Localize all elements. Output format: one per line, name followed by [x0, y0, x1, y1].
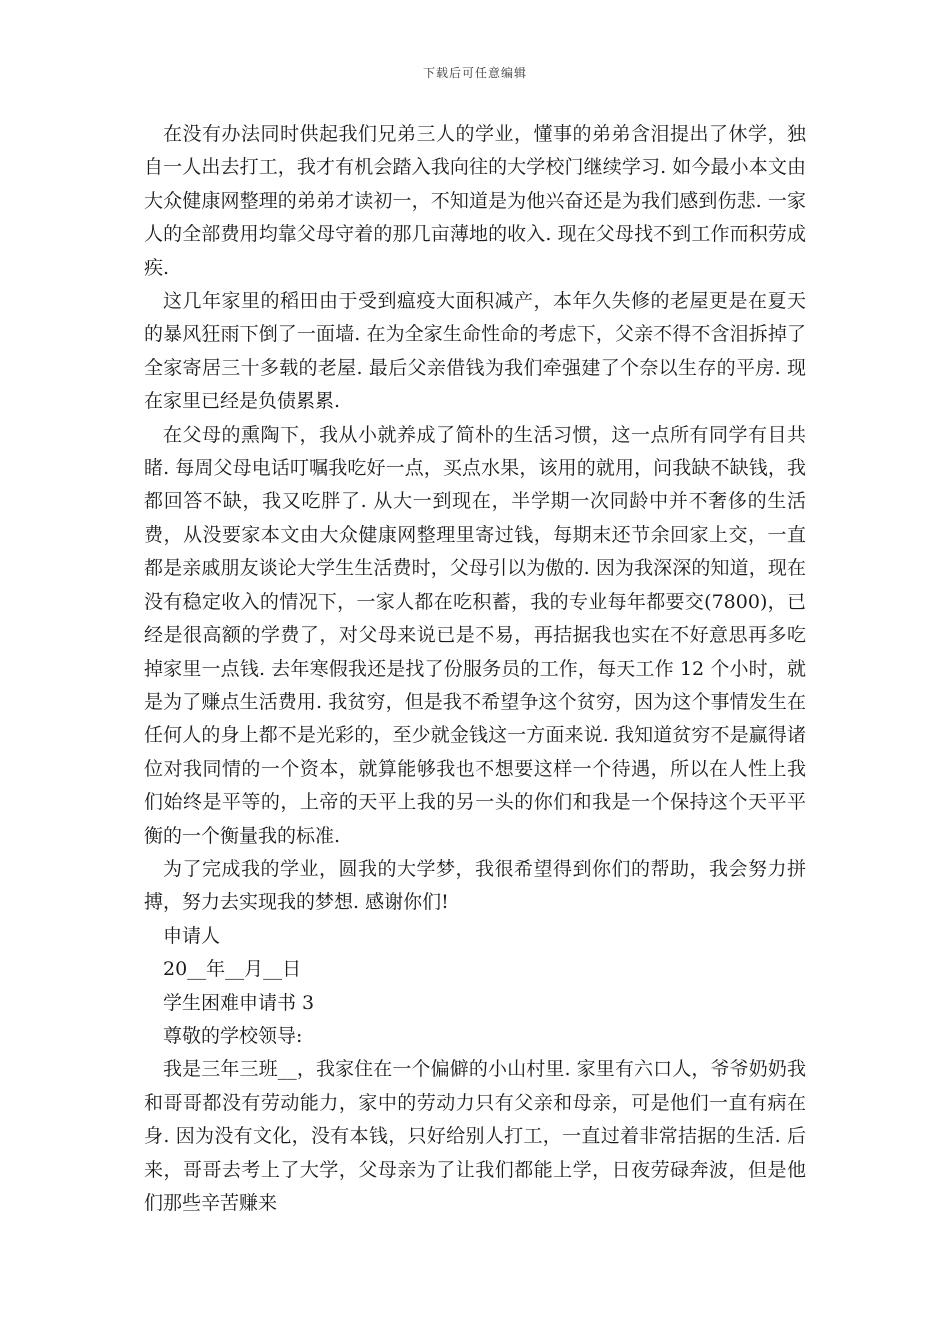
- date-line: 20__年__月__日: [163, 958, 302, 981]
- document-body: [144, 118, 806, 1220]
- page-header: 下载后可任意编辑: [422, 66, 527, 80]
- paragraph-1: 在没有办法同时供起我们兄弟三人的学业，懂事的弟弟含泪提出了休学，独自一人出去打工，我才有机会踏入我向往的大学校门继续学习. 如今最小本文由大众健康网整理的弟弟才读初一，不知道是为他兴奋还是为我们感到伤悲. 一家人的全部费用均靠父母守着的那几亩薄地的收入. 现在父母找不到工作而积劳成疾.: [144, 123, 806, 279]
- applicant-label: 申请人: [163, 924, 221, 947]
- paragraph-5: 我是三年三班__，我家住在一个偏僻的小山村里. 家里有六口人，爷爷奶奶我和哥哥都没有劳动能力，家中的劳动力只有父亲和母亲，可是他们一直有病在身. 因为没有文化，没有本钱，只好给别人打工，一直过着非常拮据的生活. 后来，哥哥去考上了大学，父母亲为了让我们都能上学，日夜劳碌奔波，但是他们那些辛苦赚来: [144, 1058, 806, 1214]
- paragraph-4: 为了完成我的学业，圆我的大学梦，我很希望得到你们的帮助，我会努力拼搏，努力去实现我的梦想. 感谢你们!: [144, 857, 806, 914]
- section-title: 学生困难申请书 3: [163, 991, 315, 1014]
- salutation: 尊敬的学校领导:: [163, 1024, 303, 1047]
- paragraph-3: 在父母的熏陶下，我从小就养成了简朴的生活习惯，这一点所有同学有目共睹. 每周父母电话叮嘱我吃好一点，买点水果，该用的就用，问我缺不缺钱，我都回答不缺，我又吃胖了. 从大一到现在，半学期一次同龄中并不奢侈的生活费，从没要家本文由大众健康网整理里寄过钱，每期末还节余回家上交，一直都是亲戚朋友谈论大学生生活费时，父母引以为傲的. 因为我深深的知道，现在没有稳定收入的情况下，一家人都在吃积蓄，我的专业每年都要交(7800)，已经是很高额的学费了，对父母来说已是不易，再拮据我也实在不好意思再多吃掉家里一点钱. 去年寒假我还是找了份服务员的工作，每天工作 12 个小时，就是为了赚点生活费用. 我贫穷，但是我不希望争这个贫穷，因为这个事情发生在任何人的身上都不是光彩的，至少就金钱这一方面来说. 我知道贫穷不是赢得诸位对我同情的一个资本，就算能够我也不想要这样一个待遇，所以在人性上我们始终是平等的，上帝的天平上我的另一头的你们和我是一个保持这个天平平衡的一个衡量我的标准.: [144, 423, 806, 847]
- paragraph-2: 这几年家里的稻田由于受到瘟疫大面积减产，本年久失修的老屋更是在夏天的暴风狂雨下倒了一面墙. 在为全家生命性命的考虑下，父亲不得不含泪拆掉了全家寄居三十多载的老屋. 最后父亲借钱为我们牵强建了个奈以生存的平房. 现在家里已经是负债累累.: [144, 290, 806, 413]
